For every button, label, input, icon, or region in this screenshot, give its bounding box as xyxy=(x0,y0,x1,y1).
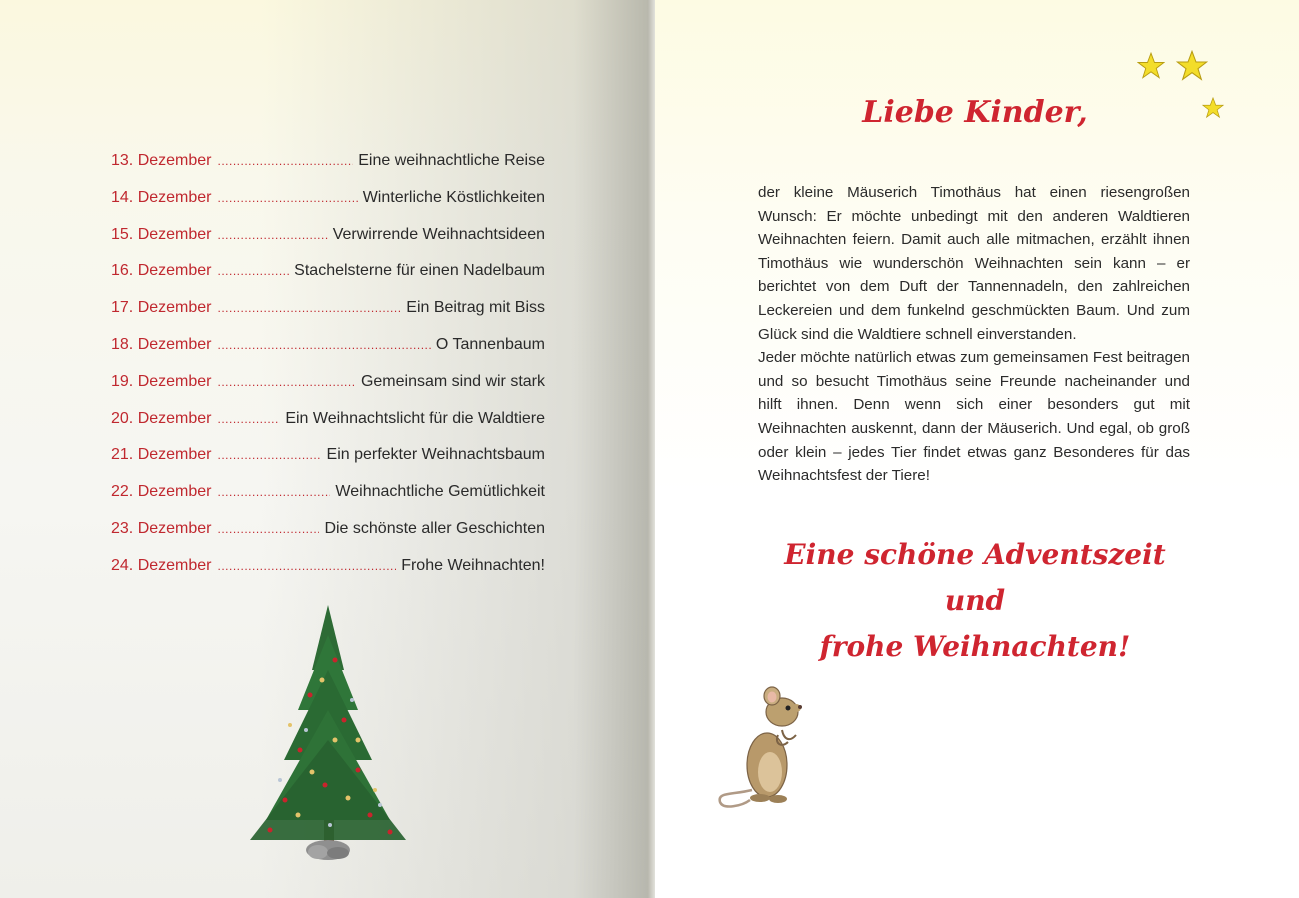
toc-entry xyxy=(111,222,545,259)
toc-title: O Tannenbaum xyxy=(435,335,545,353)
toc-title: Weihnachtliche Gemütlichkeit xyxy=(335,483,545,501)
toc-date: 18. Dezember xyxy=(111,335,212,353)
toc-leader-dots xyxy=(218,516,320,542)
toc-title: Ein Weihnachtslicht für die Waldtiere xyxy=(285,409,545,427)
toc-leader-dots xyxy=(218,369,356,395)
mouse-illustration xyxy=(712,680,822,815)
toc-title: Ein Beitrag mit Biss xyxy=(406,299,545,317)
toc-leader-dots xyxy=(218,442,322,468)
toc-leader-dots xyxy=(218,332,431,358)
toc-date: 16. Dezember xyxy=(111,262,212,280)
letter-closing xyxy=(775,532,1175,670)
toc-title: Frohe Weihnachten! xyxy=(401,556,545,574)
letter-paragraph: Jeder möchte natürlich etwas zum gemeinsamen Fest beitragen und so besucht Timothäus seine Freunde nacheinander und hilft ihnen. Denn wenn sich einer besonders gut mit Weihnachten auskennt, dann der Mäuserich. Und egal, ob groß oder klein – jedes Tier findet etwas ganz Besonderes für das Weihnachtsfest der Tiere! xyxy=(758,349,1190,485)
toc-date: 15. Dezember xyxy=(111,225,212,243)
toc-date: 24. Dezember xyxy=(111,556,212,574)
toc-date: 21. Dezember xyxy=(111,446,212,464)
toc-entry xyxy=(111,332,545,369)
toc-date: 13. Dezember xyxy=(111,152,212,169)
toc-entry xyxy=(111,295,545,332)
toc-leader-dots xyxy=(218,185,358,211)
letter-body xyxy=(758,181,1190,488)
star-icon xyxy=(1202,97,1224,119)
toc-entry xyxy=(111,258,545,295)
letter-paragraph: der kleine Mäuserich Timothäus hat einen riesengroßen Wunsch: Er möchte unbedingt mit den anderen Waldtieren Weihnachten feiern. Damit auch alle mitmachen, erzählt ihnen Timothäus wie wunderschön Weihnachten sein kann – er berichtet von dem Duft der Tannennadeln, den zahlreichen Leckereien und dem funkelnd geschmückten Baum. Und zum Glück sind die Waldtiere schnell einverstanden. xyxy=(758,184,1190,343)
toc-entry xyxy=(111,406,545,443)
closing-line: frohe Weihnachten! xyxy=(819,630,1131,663)
toc-entry xyxy=(111,479,545,516)
toc-date: 20. Dezember xyxy=(111,409,212,427)
christmas-tree-illustration xyxy=(240,600,420,870)
toc-leader-dots xyxy=(218,553,397,579)
toc-leader-dots xyxy=(218,406,281,432)
star-icon xyxy=(1137,52,1165,80)
toc-title: Die schönste aller Geschichten xyxy=(324,519,545,537)
letter-greeting: Liebe Kinder, xyxy=(862,95,1088,130)
toc-title: Stachelsterne für einen Nadelbaum xyxy=(294,262,545,280)
toc-title: Ein perfekter Weihnachtsbaum xyxy=(326,446,545,464)
toc-date: 19. Dezember xyxy=(111,372,212,390)
table-of-contents xyxy=(111,148,545,590)
toc-leader-dots xyxy=(218,258,290,284)
toc-date: 14. Dezember xyxy=(111,188,212,206)
closing-line: Eine schöne Adventszeit und xyxy=(784,538,1166,617)
toc-leader-dots xyxy=(218,295,402,321)
toc-date: 22. Dezember xyxy=(111,483,212,501)
toc-title: Gemeinsam sind wir stark xyxy=(360,372,545,390)
toc-date: 17. Dezember xyxy=(111,299,212,317)
star-icon xyxy=(1176,50,1208,82)
toc-entry xyxy=(111,516,545,553)
toc-entry xyxy=(111,442,545,479)
toc-title: Eine weihnachtliche Reise xyxy=(358,152,545,169)
toc-title: Winterliche Köstlichkeiten xyxy=(362,188,545,206)
toc-entry xyxy=(111,553,545,590)
toc-entry xyxy=(111,369,545,406)
toc-leader-dots xyxy=(218,222,328,248)
toc-entry xyxy=(111,185,545,222)
toc-date: 23. Dezember xyxy=(111,519,212,537)
toc-leader-dots xyxy=(218,148,354,174)
toc-entry xyxy=(111,148,545,185)
toc-leader-dots xyxy=(218,479,331,505)
toc-title: Verwirrende Weihnachtsideen xyxy=(332,225,545,243)
